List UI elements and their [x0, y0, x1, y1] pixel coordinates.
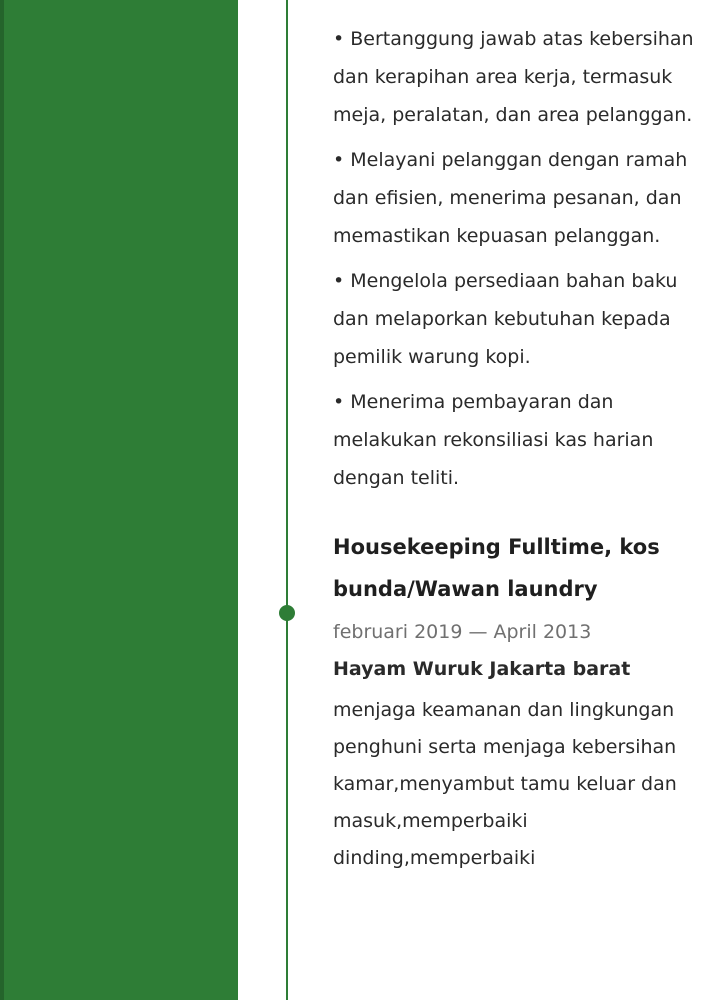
responsibility-bullet: • Menerima pembayaran dan melakukan rekonsiliasi kas harian dengan teliti. — [333, 391, 654, 489]
job-location: Hayam Wuruk Jakarta barat — [333, 658, 631, 680]
job-dates: februari 2019 — April 2013 — [333, 621, 592, 643]
responsibility-bullet: • Melayani pelanggan dengan ramah dan efisien, menerima pesanan, dan memastikan kepuasan pelanggan. — [333, 149, 688, 247]
job-description: menjaga keamanan dan lingkungan penghuni serta menjaga kebersihan kamar,menyambut tamu keluar dan masuk,memperbaiki dinding,memperbaiki — [333, 699, 677, 869]
responsibility-bullet: • Bertanggung jawab atas kebersihan dan kerapihan area kerja, termasuk meja, peralatan, dan area pelanggan. — [333, 28, 694, 126]
sidebar-panel — [0, 0, 238, 1000]
sidebar-edge — [0, 0, 4, 1000]
timeline-line — [286, 0, 288, 1000]
timeline-dot — [279, 605, 295, 621]
responsibility-bullet: • Mengelola persediaan bahan baku dan melaporkan kebutuhan kepada pemilik warung kopi. — [333, 270, 678, 368]
experience-content — [333, 20, 705, 877]
job-title: Housekeeping Fulltime, kos bunda/Wawan laundry — [333, 535, 660, 601]
